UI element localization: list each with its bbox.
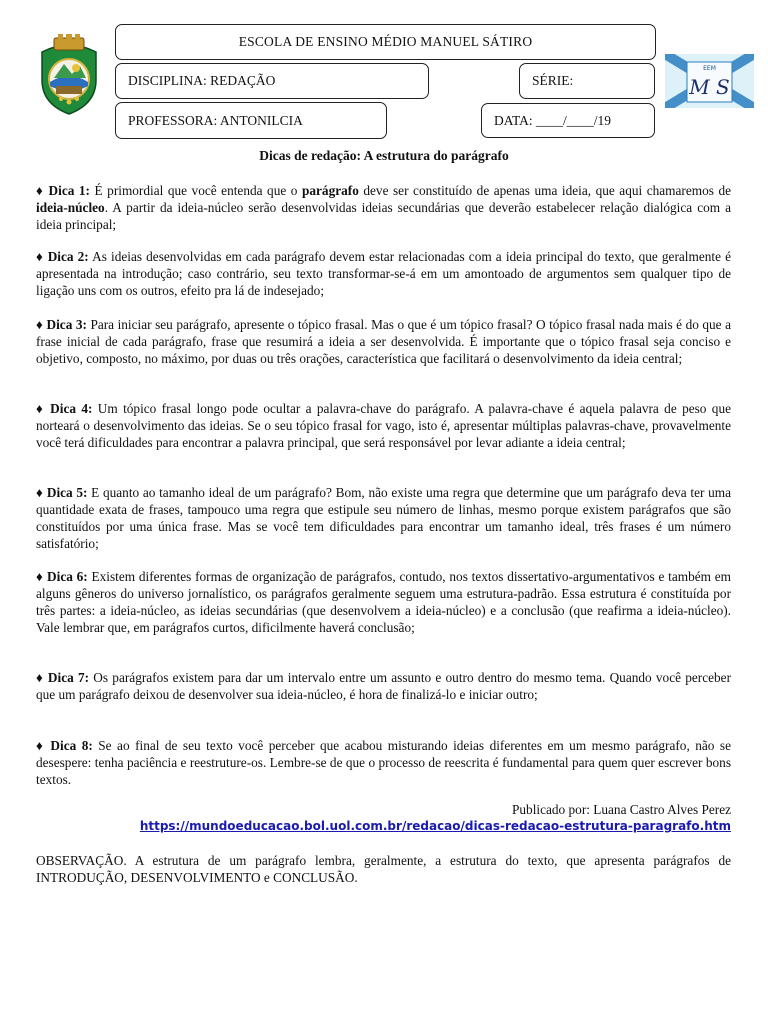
tip-emphasis: parágrafo: [301, 183, 359, 198]
tip-label: ♦ Dica 2:: [36, 249, 89, 264]
tip-text: As ideias desenvolvidas em cada parágrafo devem estar relacionadas com a ideia principal do texto, que geralmente é apresentada na introdução; caso contrário, seu texto transformar-se-á em um amontoado de argumentos sem qualquer tipo de ligação uns com os outros, efeito pra lá de indesejado;: [36, 249, 731, 298]
tip-label: ♦ Dica 3:: [36, 317, 87, 332]
publisher-credit: Publicado por: Luana Castro Alves Perez: [512, 802, 731, 817]
tip-paragraph: [36, 568, 731, 636]
tip-label: ♦ Dica 6:: [36, 569, 88, 584]
document-title: Dicas de redação: A estrutura do parágrafo: [259, 148, 509, 163]
tip-paragraph: [36, 248, 731, 299]
tip-text: É primordial que você entenda que o: [89, 183, 302, 198]
tip-text: Os parágrafos existem para dar um intervalo entre um assunto e outro dentro do mesmo tema. Quando você perceber que um parágrafo deixou de desenvolver sua ideia-núcleo, é hora de finalizá-lo e iniciar outro;: [36, 670, 731, 702]
tip-emphasis: ideia-núcleo: [36, 200, 105, 215]
logo-top-text: EEM: [703, 65, 716, 72]
state-coat-of-arms-emblem: [36, 34, 102, 116]
tip-paragraph: [36, 669, 731, 703]
tip-text: . A partir da ideia-núcleo serão desenvolvidas ideias secundárias que deverão estabelecer relação dialógica com a ideia principal;: [36, 200, 731, 232]
tip-label: ♦ Dica 8:: [36, 738, 93, 753]
tip-label: ♦ Dica 5:: [36, 485, 88, 500]
tip-label: ♦ Dica 4:: [36, 401, 93, 416]
tip-paragraph: [36, 737, 731, 788]
serie-box: SÉRIE:: [519, 63, 655, 99]
date-box: DATA: ____/____/19: [481, 103, 655, 138]
tip-label: ♦ Dica 1:: [36, 183, 90, 198]
tip-label: ♦ Dica 7:: [36, 670, 90, 685]
observation-note: OBSERVAÇÃO. A estrutura de um parágrafo lembra, geralmente, a estrutura do texto, que apresenta parágrafos de INTRODUÇÃO, DESENVOLVIMENTO e CONCLUSÃO.: [36, 853, 731, 885]
tip-text: Para iniciar seu parágrafo, apresente o tópico frasal. Mas o que é um tópico frasal? O tópico frasal nada mais é do que a frase inicial de cada parágrafo, frase que resumirá a ideia a ser desenvolvida. É importante que o tópico frasal seja conciso e objetivo, composto, no máximo, por duas ou três orações, característica que facilitará o desenvolvimento da ideia central;: [36, 317, 731, 366]
logo-letters: M S: [689, 75, 730, 99]
tip-text: deve ser constituído de apenas uma ideia, que aqui chamaremos de: [358, 183, 731, 198]
school-name-box: ESCOLA DE ENSINO MÉDIO MANUEL SÁTIRO: [115, 24, 656, 60]
tip-text: Se ao final de seu texto você perceber que acabou misturando ideias diferentes em um mesmo parágrafo, não se desespere: tenha paciência e reestruture-os. Lembre-se de que o processo de reescrita é fundamental para quem quer escrever bons textos.: [36, 738, 731, 787]
teacher-box: PROFESSORA: ANTONILCIA: [115, 102, 387, 139]
tip-text: E quanto ao tamanho ideal de um parágrafo? Bom, não existe uma regra que determine que um parágrafo deva ter uma quantidade exata de frases, tampouco uma regra que estipule seu número de linhas, mesmo porque existem parágrafos que são constituídos por uma única frase. Mas se você tem dificuldades para encontrar um tamanho ideal, três frases é um número satisfatório;: [36, 485, 731, 551]
school-logo-icon: [665, 54, 754, 108]
tip-paragraph: [36, 484, 731, 552]
tip-text: Existem diferentes formas de organização de parágrafos, contudo, nos textos dissertativo-argumentativos e também em alguns gêneros do universo jornalístico, os parágrafos geralmente seguem uma estrutura-padrão. Essa estrutura é constituída por três partes: a ideia-núcleo, as ideias secundárias (que desenvolvem a ideia-núcleo) e a conclusão (que reafirma a ideia-núcleo). Vale lembrar que, em parágrafos curtos, dificilmente haverá conclusão;: [36, 569, 732, 635]
source-link[interactable]: https://mundoeducacao.bol.uol.com.br/redacao/dicas-redacao-estrutura-paragrafo.htm: [139, 819, 731, 833]
tip-paragraph: [36, 182, 731, 233]
discipline-box: DISCIPLINA: REDAÇÃO: [115, 63, 429, 99]
tip-text: Um tópico frasal longo pode ocultar a palavra-chave do parágrafo. A palavra-chave é aquela palavra de peso que norteará o desenvolvimento das ideias. Se o seu tópico frasal for vago, isto é, apresentar múltiplas palavras-chave, provavelmente você terá dificuldades para encontrar a palavra principal, que será responsável por levar adiante a ideia central;: [36, 401, 731, 450]
tip-paragraph: [36, 400, 731, 451]
tip-paragraph: [36, 316, 731, 367]
